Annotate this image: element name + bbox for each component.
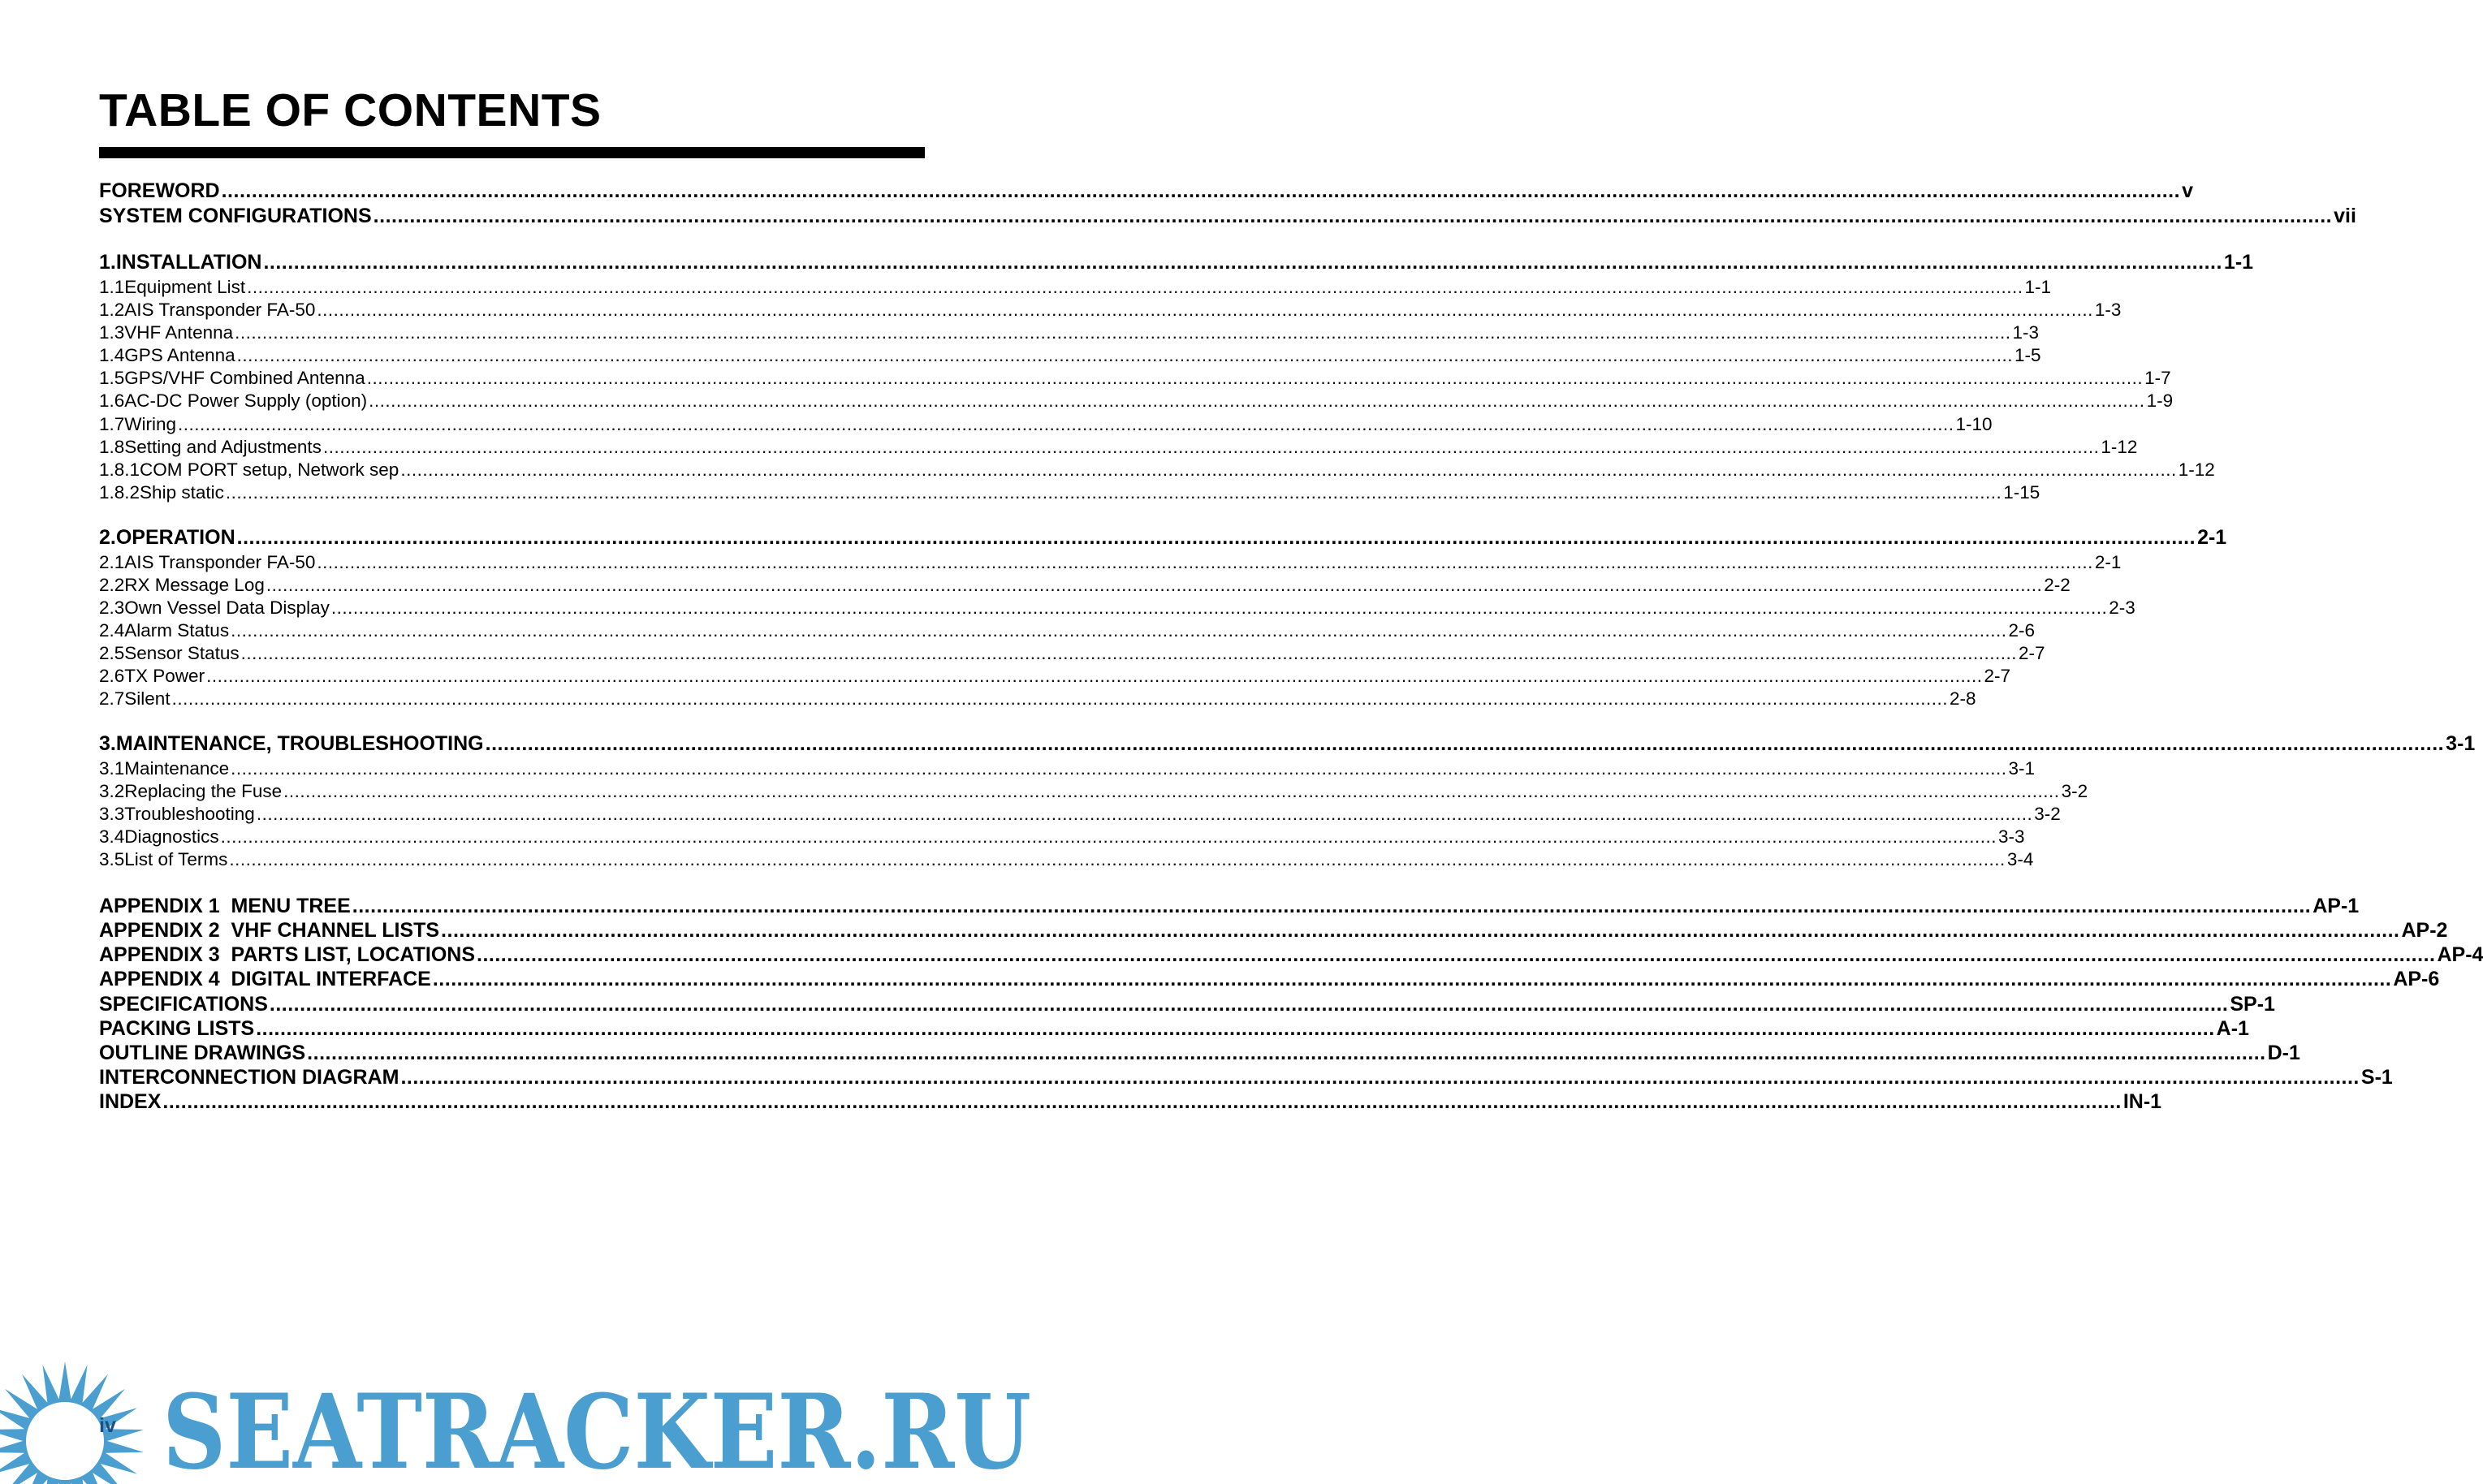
toc-entry-page: vii — [2334, 205, 2356, 227]
toc-entry-page: 1-15 — [2003, 481, 2040, 503]
dot-leader — [247, 278, 2023, 297]
toc-entry[interactable] — [99, 917, 2448, 942]
toc-entry-page: AP-1 — [2312, 895, 2360, 917]
toc-entry[interactable] — [99, 1039, 2300, 1064]
dot-leader — [206, 667, 1982, 686]
toc-entry-number: 1.8.2 — [99, 481, 140, 503]
toc-entry-page: 1-1 — [2024, 276, 2052, 297]
toc-entry-page: 3-1 — [2008, 757, 2036, 779]
dot-leader — [263, 252, 2222, 273]
toc-entry-title: Equipment List — [124, 276, 246, 297]
toc-entry-title: APPENDIX 4 DIGITAL INTERFACE — [99, 968, 431, 990]
toc-entry-page: 1-12 — [2178, 459, 2215, 480]
dot-leader — [369, 392, 2144, 411]
toc-entry-number: 3.5 — [99, 848, 125, 869]
toc-entry[interactable] — [99, 432, 2138, 457]
toc-entry-page: 1-12 — [2101, 436, 2138, 457]
toc-entry-title: APPENDIX 2 VHF CHANNEL LISTS — [99, 919, 440, 942]
dot-leader — [266, 576, 2042, 595]
toc-entry-page: 3-3 — [1998, 826, 2025, 847]
toc-entry-title: APPENDIX 1 MENU TREE — [99, 895, 351, 917]
toc-entry-page: 1-3 — [2012, 321, 2040, 343]
toc-entry-title: FOREWORD — [99, 179, 220, 202]
toc-entry-page: 1-9 — [2146, 390, 2174, 411]
toc-entry-number: 1.3 — [99, 321, 125, 343]
toc-entry[interactable] — [99, 295, 2122, 320]
sun-icon — [0, 1361, 144, 1484]
dot-leader — [221, 828, 1997, 847]
toc-entry-number: 3.2 — [99, 780, 125, 801]
toc-entry-number: 2.6 — [99, 665, 125, 686]
toc-entry-page: 3-2 — [2034, 803, 2061, 824]
toc-entry[interactable] — [99, 990, 2275, 1016]
toc-entry-page: 1-7 — [2144, 367, 2171, 388]
dot-leader — [229, 851, 2005, 869]
toc-entry[interactable] — [99, 340, 2041, 365]
toc-entry[interactable] — [99, 1015, 2249, 1040]
toc-entry-title: INSTALLATION — [115, 251, 262, 274]
toc-entry-page: 2-2 — [2044, 574, 2071, 595]
dot-leader — [400, 1068, 2359, 1088]
dot-leader — [226, 484, 2002, 503]
page-number: iv — [99, 1414, 116, 1437]
dot-leader — [317, 554, 2092, 572]
dot-leader — [172, 690, 1948, 709]
toc-entry[interactable] — [99, 455, 2215, 480]
toc-entry-number: 1.7 — [99, 413, 125, 434]
toc-entry-title: PACKING LISTS — [99, 1017, 255, 1040]
toc-entry[interactable] — [99, 892, 2360, 917]
title-rule — [99, 147, 925, 158]
toc-entry[interactable] — [99, 248, 2254, 274]
toc-entry-page: 1-1 — [2223, 251, 2254, 274]
toc-entry-page: AP-6 — [2393, 968, 2440, 990]
toc-entry[interactable] — [99, 776, 2088, 801]
toc-entry-number: 1. — [99, 251, 116, 274]
toc-entry[interactable] — [99, 177, 2193, 202]
toc-entry-page: 2-3 — [2109, 597, 2135, 618]
toc-entry-number: 3. — [99, 732, 116, 755]
toc-entry-number: 1.2 — [99, 299, 125, 320]
toc-entry-title: Troubleshooting — [124, 803, 255, 824]
toc-entry-title: INTERCONNECTION DIAGRAM — [99, 1066, 399, 1089]
toc-entry-page: AP-4 — [2437, 943, 2483, 966]
toc-entry-title: Diagnostics — [124, 826, 219, 847]
dot-leader — [486, 734, 2444, 754]
toc-entry[interactable] — [99, 547, 2122, 572]
toc-entry-number: 1.1 — [99, 276, 125, 297]
dot-leader — [256, 1019, 2214, 1039]
toc-entry[interactable] — [99, 386, 2174, 411]
toc-entry[interactable] — [99, 409, 1993, 434]
toc-entry-number: 3.3 — [99, 803, 125, 824]
toc-entry-number: 2.2 — [99, 574, 125, 595]
toc-entry-title: OUTLINE DRAWINGS — [99, 1042, 306, 1064]
toc-entry[interactable] — [99, 1063, 2393, 1089]
toc-entry-number: 1.5 — [99, 367, 125, 388]
toc-entry-number: 2. — [99, 526, 116, 549]
toc-entry-number: 1.8.1 — [99, 459, 140, 480]
toc-entry[interactable] — [99, 822, 2025, 847]
toc-entry-number: 1.4 — [99, 344, 125, 365]
toc-entry-page: 3-1 — [2446, 732, 2476, 755]
toc-entry-page: 1-10 — [1955, 413, 1993, 434]
toc-entry-title: Silent — [124, 688, 171, 709]
watermark-text: SEATRACKER.RU — [162, 1372, 1031, 1484]
toc-entry-title: SPECIFICATIONS — [99, 993, 268, 1016]
toc-entry[interactable] — [99, 363, 2171, 388]
toc-entry-title: MAINTENANCE, TROUBLESHOOTING — [115, 732, 484, 755]
toc-entry-title: Ship static — [140, 481, 224, 503]
toc-entry[interactable] — [99, 965, 2440, 990]
toc-entry-page: v — [2182, 179, 2193, 202]
dot-leader — [270, 994, 2228, 1015]
dot-leader — [374, 206, 2332, 226]
toc-entry-title: Maintenance — [124, 757, 230, 779]
toc-entry-number: 1.8 — [99, 436, 125, 457]
toc-entry[interactable] — [99, 799, 2061, 824]
toc-entry-page: 2-1 — [2197, 526, 2227, 549]
toc-entry-page: SP-1 — [2230, 993, 2275, 1016]
toc-entry[interactable] — [99, 524, 2227, 549]
toc-entry[interactable] — [99, 730, 2476, 755]
toc-entry-page: 2-7 — [1984, 665, 2010, 686]
dot-leader — [222, 181, 2180, 201]
dot-leader — [367, 369, 2143, 388]
toc-entry[interactable] — [99, 684, 1976, 709]
toc-entry-page: S-1 — [2360, 1066, 2393, 1089]
toc-entry-page: 3-4 — [2006, 848, 2034, 869]
toc-entry-title: VHF Antenna — [124, 321, 234, 343]
toc-entry-title: GPS Antenna — [124, 344, 235, 365]
toc-entry[interactable] — [99, 1088, 2162, 1113]
dot-leader — [317, 301, 2092, 320]
toc-entry-page: 2-7 — [2019, 642, 2045, 663]
toc-entry-number: 2.5 — [99, 642, 125, 663]
toc-entry-number: 2.1 — [99, 551, 125, 572]
toc-entry-title: Own Vessel Data Display — [124, 597, 330, 618]
toc-entry-page: 3-2 — [2061, 780, 2088, 801]
page-title: TABLE OF CONTENTS — [99, 84, 602, 136]
toc-entry-title: GPS/VHF Combined Antenna — [124, 367, 365, 388]
toc-entry[interactable] — [99, 272, 2052, 297]
dot-leader — [441, 921, 2399, 941]
toc-entry[interactable] — [99, 317, 2040, 343]
dot-leader — [331, 599, 2107, 618]
toc-entry-title: AIS Transponder FA-50 — [124, 299, 316, 320]
dot-leader — [241, 645, 2017, 663]
toc-entry[interactable] — [99, 941, 2483, 966]
toc-entry[interactable] — [99, 661, 2010, 686]
toc-entry-page: 1-3 — [2094, 299, 2122, 320]
toc-entry-title: Sensor Status — [124, 642, 240, 663]
toc-entry-page: 1-5 — [2014, 344, 2041, 365]
toc-entry[interactable] — [99, 477, 2040, 503]
watermark — [0, 1331, 1049, 1484]
dot-leader — [162, 1092, 2121, 1112]
dot-leader — [352, 896, 2311, 917]
toc-entry[interactable] — [99, 202, 2356, 227]
toc-entry-title: APPENDIX 3 PARTS LIST, LOCATIONS — [99, 943, 476, 966]
dot-leader — [231, 760, 2006, 779]
dot-leader — [323, 438, 2099, 457]
toc-entry-page: 2-6 — [2008, 619, 2036, 641]
toc-entry[interactable] — [99, 753, 2036, 779]
toc-entry-title: List of Terms — [124, 848, 228, 869]
dot-leader — [235, 324, 2010, 343]
toc-entry-title: RX Message Log — [124, 574, 265, 595]
toc-entry-page: 2-1 — [2094, 551, 2122, 572]
toc-entry-page: 2-8 — [1949, 688, 1976, 709]
dot-leader — [477, 945, 2435, 965]
toc-entry-title: AIS Transponder FA-50 — [124, 551, 316, 572]
toc-entry-title: AC-DC Power Supply (option) — [124, 390, 368, 411]
dot-leader — [178, 416, 1954, 434]
toc-entry-title: Replacing the Fuse — [124, 780, 283, 801]
toc-entry-number: 3.4 — [99, 826, 125, 847]
toc-entry-title: TX Power — [124, 665, 205, 686]
dot-leader — [237, 528, 2196, 548]
toc-entry-number: 2.7 — [99, 688, 125, 709]
toc-entry-page: A-1 — [2216, 1017, 2249, 1040]
dot-leader — [283, 783, 2059, 801]
toc-entry-title: INDEX — [99, 1090, 162, 1113]
toc-entry-title: SYSTEM CONFIGURATIONS — [99, 205, 372, 227]
toc-entry-page: IN-1 — [2122, 1090, 2162, 1113]
toc-entry-title: Setting and Adjustments — [124, 436, 322, 457]
toc-entry[interactable] — [99, 615, 2036, 641]
toc-entry-number: 2.4 — [99, 619, 125, 641]
dot-leader — [307, 1043, 2265, 1063]
dot-leader — [433, 969, 2391, 990]
toc-entry[interactable] — [99, 570, 2071, 595]
toc-entry-title: COM PORT setup, Network sep — [140, 459, 399, 480]
toc-entry-title: OPERATION — [115, 526, 235, 549]
toc-entry[interactable] — [99, 593, 2135, 618]
dot-leader — [257, 805, 2032, 824]
toc-entry-title: Wiring — [124, 413, 177, 434]
toc-entry-number: 2.3 — [99, 597, 125, 618]
toc-entry[interactable] — [99, 638, 2045, 663]
dot-leader — [231, 622, 2006, 641]
dot-leader — [237, 347, 2013, 365]
toc-entry-page: D-1 — [2267, 1042, 2300, 1064]
toc-entry-title: Alarm Status — [124, 619, 230, 641]
toc-entry-page: AP-2 — [2401, 919, 2448, 942]
toc-entry-number: 3.1 — [99, 757, 125, 779]
toc-entry[interactable] — [99, 844, 2034, 869]
toc-entry-number: 1.6 — [99, 390, 125, 411]
dot-leader — [400, 461, 2176, 480]
